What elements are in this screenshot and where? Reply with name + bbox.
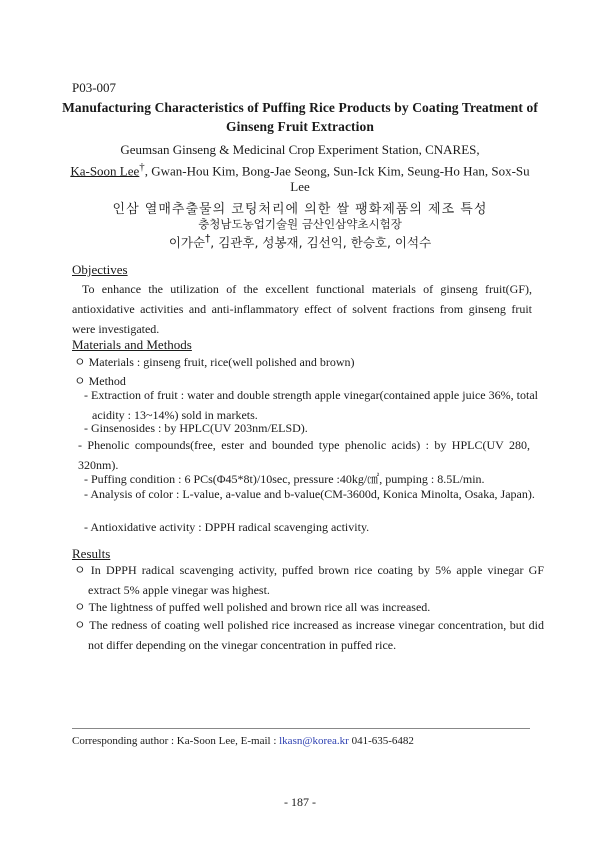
- objectives-heading: Objectives: [72, 262, 128, 277]
- method-label: ㅇ Method: [74, 374, 126, 388]
- method-item: - Ginsenosides : by HPLC(UV 203nm/ELSD).: [84, 421, 308, 435]
- corresponding-author-note: [72, 735, 414, 747]
- objectives-text: [72, 279, 532, 339]
- methods-heading: Materials and Methods: [72, 337, 192, 352]
- method-item: - Antioxidative activity : DPPH radical scavenging activity.: [84, 520, 370, 534]
- affiliation: Geumsan Ginseng & Medicinal Crop Experiment Station, CNARES,: [120, 142, 480, 157]
- presenting-author: Ka-Soon Lee: [70, 163, 140, 179]
- korean-presenter: 이가순: [168, 235, 206, 251]
- materials-item: ㅇ Materials : ginseng fruit, rice(well polished and brown): [74, 355, 355, 369]
- result-item: ㅇ In DPPH radical scavenging activity, puffed brown rice coating by 5% apple vinegar GF extract 5% apple vinegar was highest.: [74, 563, 544, 597]
- result-item: ㅇ The redness of coating well polished rice increased as increase vinegar concentration, but did not differ depending on the vinegar concentration in puffed rice.: [74, 618, 544, 652]
- footnote-divider: [72, 728, 530, 729]
- co-authors: , Gwan-Hou Kim, Bong-Jae Seong, Sun-Ick Kim, Seung-Ho Han, Sox-Su Lee: [144, 163, 530, 195]
- author-list: [60, 161, 540, 195]
- method-item: - Extraction of fruit : water and double strength apple vinegar(contained apple juice 36%, total acidity : 13~14%) sold in markets.: [84, 388, 538, 422]
- korean-corresponding-mark: †: [205, 233, 211, 245]
- korean-affiliation: 충청남도농업기술원 금산인삼약초시험장: [198, 217, 402, 231]
- email-link[interactable]: lkasn@korea.kr: [279, 735, 349, 747]
- footnote-prefix: Corresponding author : Ka-Soon Lee, E-mail :: [72, 735, 280, 747]
- korean-co-authors: , 김관후, 성봉재, 김선익, 한승호, 이석수: [210, 235, 432, 251]
- paper-id: P03-007: [72, 80, 117, 95]
- korean-authors: [60, 233, 540, 251]
- page-number: - 187 -: [284, 795, 316, 809]
- method-item: - Puffing condition : 6 PCs(Φ45*8t)/10sec, pressure :40kg/㎠, pumping : 8.5L/min.: [84, 472, 485, 486]
- objectives-body: To enhance the utilization of the excellent functional materials of ginseng fruit(GF), antioxidative activities and anti-inflammatory effect of solvent fractions from ginseng fruit were investigated.: [72, 282, 532, 336]
- paper-title: Manufacturing Characteristics of Puffing Rice Products by Coating Treatment of Ginseng Fruit Extraction: [62, 100, 538, 134]
- method-item: - Analysis of color : L-value, a-value and b-value(CM-3600d, Konica Minolta, Osaka, Japan).: [84, 487, 535, 501]
- corresponding-mark: †: [139, 161, 145, 173]
- method-item: - Phenolic compounds(free, ester and bounded type phenolic acids) : by HPLC(UV 280, 320nm).: [78, 438, 530, 472]
- korean-title: 인삼 열매추출물의 코팅처리에 의한 쌀 팽화제품의 제조 특성: [112, 202, 488, 217]
- phone-number: 041-635-6482: [348, 735, 414, 747]
- result-item: ㅇ The lightness of puffed well polished and brown rice all was increased.: [74, 600, 431, 614]
- results-heading: Results: [72, 546, 111, 561]
